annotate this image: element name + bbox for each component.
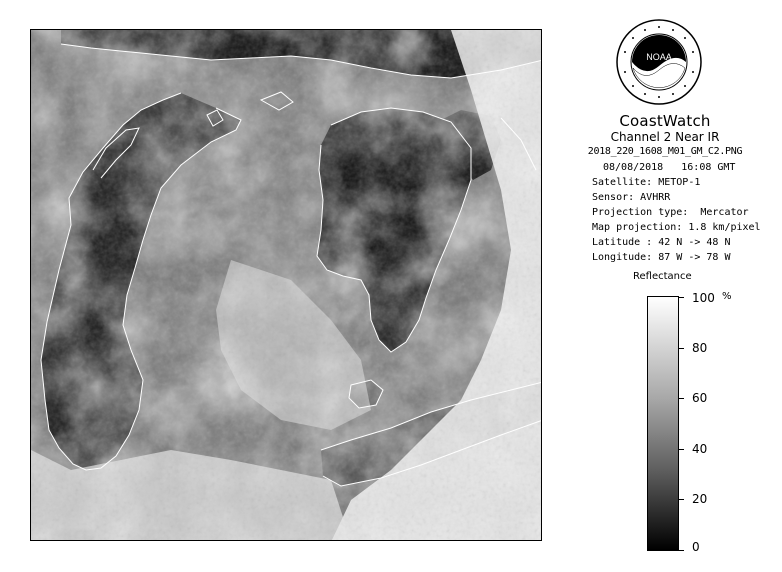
projection-type: Projection type: Mercator <box>592 207 749 218</box>
colorbar-tick <box>679 348 684 349</box>
longitude-range: Longitude: 87 W -> 78 W <box>592 252 731 263</box>
colorbar-tick-label: 20 <box>692 492 708 506</box>
colorbar-tick-label: 80 <box>692 341 708 355</box>
product-title: CoastWatch <box>619 112 711 130</box>
map-projection: Map projection: 1.8 km/pixel <box>592 222 761 233</box>
colorbar-tick <box>679 297 684 298</box>
colorbar-tick <box>679 550 684 551</box>
satellite-image-panel <box>30 29 542 541</box>
colorbar-tick-label: 100 <box>692 291 715 305</box>
latitude-range: Latitude : 42 N -> 48 N <box>592 237 731 248</box>
colorbar-unit: % <box>722 291 732 302</box>
colorbar-tick-label: 0 <box>692 540 700 554</box>
colorbar-tick <box>679 499 684 500</box>
noaa-logo <box>615 18 703 106</box>
colorbar-tick <box>679 398 684 399</box>
colorbar-tick-label: 40 <box>692 442 708 456</box>
reflectance-colorbar <box>647 296 679 551</box>
logo-center-text: NOAA <box>646 52 672 62</box>
sensor-info: Sensor: AVHRR <box>592 192 671 203</box>
colorbar-tick <box>679 449 684 450</box>
file-name: 2018_220_1608_M01_GM_C2.PNG <box>587 146 743 157</box>
channel-name: Channel 2 Near IR <box>610 130 720 144</box>
colorbar-tick-label: 60 <box>692 391 708 405</box>
satellite-info: Satellite: METOP-1 <box>592 177 701 188</box>
acquisition-datetime: 08/08/2018 16:08 GMT <box>603 162 736 173</box>
colorbar-label: Reflectance <box>633 271 692 282</box>
